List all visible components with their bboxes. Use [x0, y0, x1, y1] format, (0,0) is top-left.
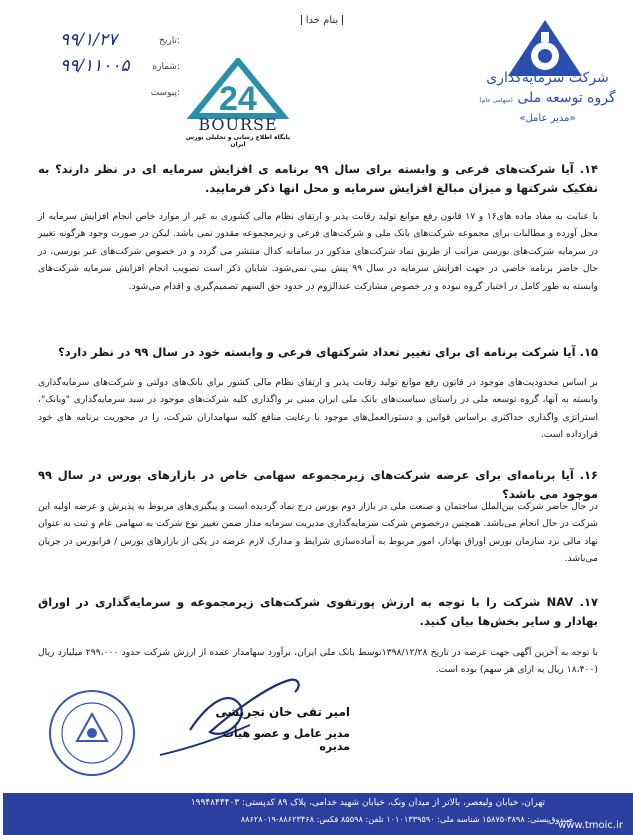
signer-name: امیر تقی خان تجریشی: [215, 705, 350, 719]
bism-text: بنام خدا: [305, 15, 339, 26]
bourse-name: BOURSE: [198, 115, 278, 134]
date-value: ۹۹/۱/۲۷: [60, 30, 118, 50]
answer-15: بر اساس محدودیت‌های موجود در قانون رفع موانع تولید رقابت پذیر و ارتقای نظام مالی کشور برای بانک‌های دولتی و شرکت‌های سرمایه‌گذاری وابسته به آنها، گروه توسعه ملی در راستای سیاست‌های بانک ملی ایران مبنی بر واگذاری کلیه شرکت‌های موجود در سبد سرمایه‌گذاری "وبانک"، استراتژی واگذاری حداکثری براساس قوانین و دستورالعمل‌های موجود با رعایت منافع کلیه سهامداران شرکت، را در محوریت برنامه های خود قرارداده است.: [38, 377, 598, 441]
question-16: ۱۶. آیا برنامه‌ای برای عرضه شرکت‌های زیرمجموعه سهامی خاص در بازارهای بورس در سال ۹۹ موجود می باشد؟: [38, 468, 598, 501]
bism-header: [262, 15, 382, 26]
letter-meta: [60, 30, 180, 108]
question-14: ۱۴. آیا شرکت‌های فرعی و وابسته برای سال ۹۹ برنامه ی افزایش سرمایه ای در نظر دارند؟ به تفکیک شرکتها و میزان مبالغ افزایش سرمایه و محل انها ذکر فرمایید.: [38, 162, 598, 195]
bourse-subtitle: پایگاه اطلاع رسانی و تحلیلی بورس ایران: [185, 134, 291, 148]
answer-14: با عنایت به مفاد ماده های۱۶ و ۱۷ قانون رفع موانع تولید رقابت پذیر و ارتقای نظام مالی کشوری به غیر از موارد خاص انجام افزایش سرمایه از محل آورده و مطالبات برای مجموعه شرکت‌های بانک ملی و شرکت‌های فرعی و زیرمجموعه مقدور نمی باشد. لیکن در صورت وجود هرگونه تغییر در سرمایه شرکت‌های بورسی مراتب از طریق نماد شرکت‌های مذکور در سامانه کدال منتشر می گردد و در خصوص شرکت‌های غیر بورسی، در حال حاضر برنامه خاصی در جهت افزایش سرمایه در سال ۹۹ پیش بینی نمی‌شود. شایان ذکر است تصویب انجام افزایش سرمایه شرکت‌های وابسته به طور کامل در اختیار گروه نبوده و در خصوص مشارکت عندالزوم در حدود حق السهم تصمیم‌گیری و اقدام می‌شود.: [38, 211, 599, 292]
company-role: «مدیر عامل»: [519, 113, 576, 124]
question-15: ۱۵. آیا شرکت برنامه ای برای تغییر تعداد شرکتهای فرعی و وابسته خود در سال ۹۹ در نظر دارد؟: [58, 345, 598, 359]
number-label: شماره:: [152, 62, 180, 72]
answer-16: در حال حاضر شرکت بین‌الملل ساختمان و صنعت ملی در بازار دوم بورس درج نماد گردیده است و پیگیری‌های مربوط به پذیرش و عرضه اولیه این شرکت در حال انجام می‌باشد. همچنین درخصوص شرکت سرمایه‌گذاری مدیریت سرمایه مدار ضمن تغییر نوع شرکت به سهامی عام و ثبت به عنوان نهاد مالی نزد سازمان بورس اوراق بهادار، امور مربوط به آماده‌سازی شرایط و مدارک لازم عرضه در یکی از بازارهای بورس / فرابورس در جریان می‌باشد.: [38, 501, 598, 565]
question-17: ۱۷. NAV شرکت را با توجه به ارزش پورتفوی شرکت‌های زیرمجموعه و سرمایه‌گذاری در اوراق بهادار و سایر بخش‌ها بیان کنید.: [38, 595, 598, 628]
footer-address: تهران، خیابان ولیعصر، بالاتر از میدان ونک، خیابان شهید خدامی، پلاک ۸۹ کدپستی: ۱۹۹۴۸۴۴۴۰۳: [190, 798, 545, 808]
attachment-row: [60, 82, 180, 108]
signer-title: مدیر عامل و عضو هیأت مدیره: [222, 727, 350, 753]
company-name-main: گروه توسعه ملی: [517, 90, 616, 106]
date-label: تاریخ:: [159, 36, 180, 46]
number-value: ۹۹/۱۱۰۰۵: [60, 56, 130, 76]
company-name-suffix: (سهامی عام): [479, 97, 513, 104]
attachment-label: پیوست:: [150, 88, 180, 98]
company-logo-icon: [500, 18, 590, 78]
company-name-line1: شرکت سرمایه‌گذاری: [486, 70, 609, 86]
footer-website-link[interactable]: www.tmoic.ir: [558, 820, 623, 831]
answer-17: با توجه به آخرین آگهی جهت عرضه در تاریخ ۱۳۹۸/۱۲/۲۸توسط بانک ملی ایران، برآورد سهامدار عمده از ارزش شرکت حدود ۲۹۹،۰۰۰ میلیارد ریال (۱۸،۴۰۰ ریال به ازای هر سهم) بوده است.: [38, 647, 598, 676]
footer-bar: [3, 793, 633, 835]
company-stamp-icon: [45, 686, 140, 781]
footer-contacts: صندوق‌پستی: ۳۸۹۸-۱۵۸۷۵ شناسه ملی: ۱۰۱۰۱۳۳۹۵۹۰ تلفن: ۸۵۵۹۸ فکس: ۸۸۶۲۳۴۶۸-۸۸۶۲۸۰۱۹: [240, 814, 573, 824]
number-row: [60, 56, 180, 82]
date-row: [60, 30, 180, 56]
company-name-line2: [470, 90, 625, 106]
svg-text:24: 24: [219, 80, 257, 118]
